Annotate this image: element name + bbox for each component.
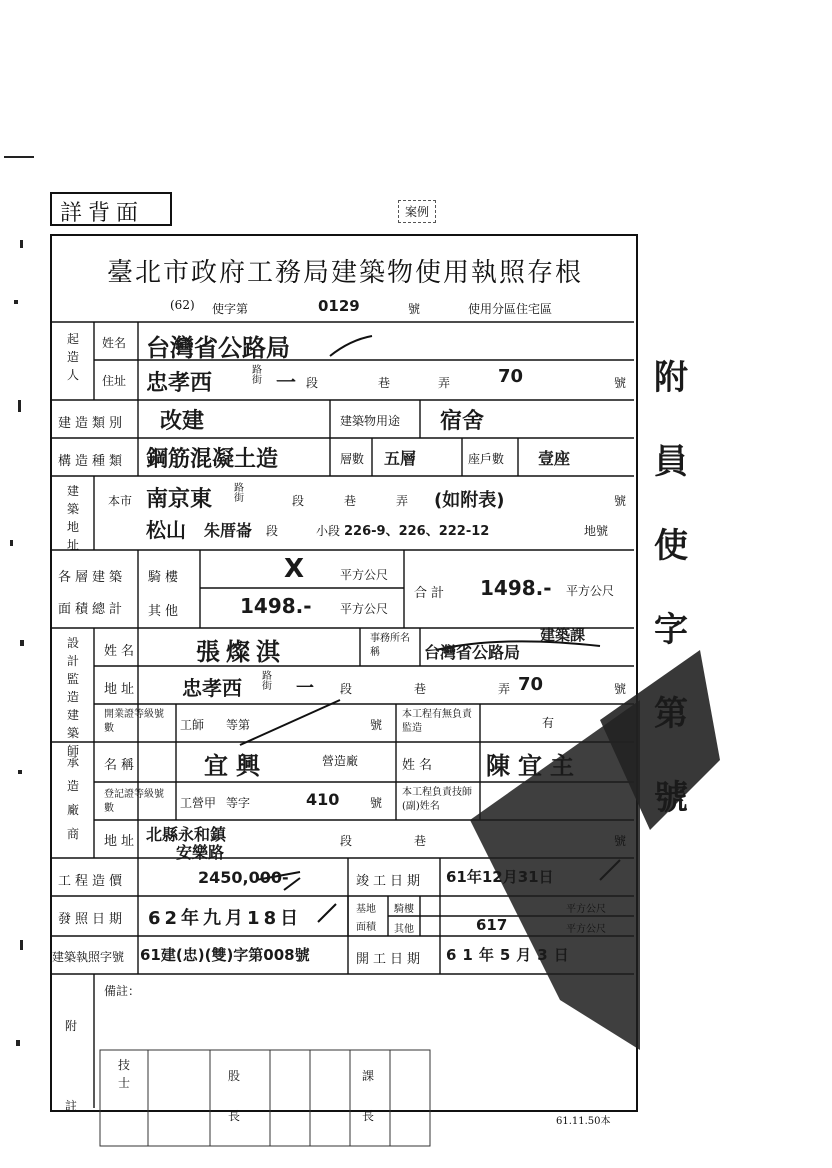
site-note: (如附表) bbox=[434, 490, 505, 511]
building-use: 宿舍 bbox=[440, 409, 485, 434]
start-label: 開工日期 bbox=[356, 952, 425, 967]
land-arcade-unit: 平方公尺 bbox=[566, 904, 606, 915]
building-type: 改建 bbox=[160, 409, 205, 434]
land-other-label: 其他 bbox=[394, 924, 414, 935]
contractor-person-label: 姓名 bbox=[402, 758, 437, 773]
architect-name-label: 姓名 bbox=[104, 644, 139, 659]
contractor-section-label: 承造廠商 bbox=[66, 755, 79, 841]
contractor-addr: 北縣永和鎮 bbox=[146, 825, 227, 844]
land-label-bottom: 面積 bbox=[356, 922, 376, 933]
site-city: 本市 bbox=[108, 494, 133, 508]
architect-addr-alley-label: 弄 bbox=[498, 682, 511, 696]
contractor-name-label: 名稱 bbox=[104, 758, 139, 773]
site-lane-label: 巷 bbox=[344, 494, 357, 508]
contractor-reg-no-label: 號 bbox=[370, 796, 383, 810]
applicant-addr-no: 70 bbox=[498, 366, 524, 387]
zoning-text: 使用分區住宅區 bbox=[468, 302, 553, 316]
site-subsection-label: 小段 bbox=[316, 524, 341, 538]
permit-suffix: 號 bbox=[408, 302, 421, 316]
area-other: 1498.- bbox=[240, 594, 312, 618]
area-total: 1498.- bbox=[480, 576, 552, 600]
contractor-addr-label: 地址 bbox=[104, 834, 139, 849]
cost-label: 工程造價 bbox=[58, 874, 127, 889]
area-arcade-label: 騎樓 bbox=[148, 570, 183, 585]
area-label-bottom: 面積總計 bbox=[58, 602, 127, 617]
contractor-reg-grade: 工營甲 bbox=[180, 796, 217, 810]
land-other-unit: 平方公尺 bbox=[566, 924, 606, 935]
margin-text: 附員使字第號 bbox=[654, 358, 688, 818]
signoff-col2: 股長 bbox=[228, 1069, 241, 1123]
remarks-section-label: 附註 bbox=[64, 1019, 77, 1113]
signoff-col3: 課長 bbox=[362, 1069, 375, 1123]
site-alley-label: 弄 bbox=[396, 494, 409, 508]
structure-type: 鋼筋混凝土造 bbox=[146, 447, 279, 472]
area-other-unit: 平方公尺 bbox=[340, 602, 389, 616]
architect-office: 台灣省公路局 bbox=[424, 643, 521, 662]
architect-addr-alley: 70 bbox=[518, 674, 544, 695]
units-value: 壹座 bbox=[538, 449, 571, 468]
applicant-addr-label: 住址 bbox=[102, 374, 127, 388]
contractor-tech-label: 本工程負責技師(副)姓名 bbox=[402, 787, 472, 812]
contractor-addr-section-label: 段 bbox=[340, 834, 353, 848]
area-arcade: X bbox=[284, 554, 305, 584]
architect-license-no-label: 號 bbox=[370, 718, 383, 732]
cost-value: 2450,000- bbox=[198, 868, 289, 887]
applicant-addr-lane-label: 巷 bbox=[378, 376, 391, 390]
footer-code: 61.11.50本 bbox=[556, 1116, 611, 1127]
architect-office-label: 事務所名稱 bbox=[370, 633, 410, 658]
building-use-label: 建築物用途 bbox=[340, 414, 401, 428]
site-locality: 朱厝崙 bbox=[204, 521, 253, 540]
permit-no-label: 建築執照字號 bbox=[52, 950, 125, 964]
architect-addr-label: 地址 bbox=[104, 682, 139, 697]
form-title: 臺北市政府工務局建築物使用執照存根 bbox=[106, 258, 583, 288]
applicant-addr-section-label: 段 bbox=[306, 376, 319, 390]
applicant-addr-alley-label: 弄 bbox=[438, 376, 451, 390]
permit-number: 0129 bbox=[318, 297, 360, 315]
land-other-value: 617 bbox=[476, 916, 508, 934]
applicant-addr-street: 忠孝西 bbox=[146, 371, 213, 396]
contractor-reg-seq: 等字 bbox=[226, 796, 251, 810]
site-section-label: 段 bbox=[292, 494, 305, 508]
contractor-addr-road: 安樂路 bbox=[176, 843, 225, 862]
units-label: 座戶數 bbox=[468, 452, 505, 466]
site-no-label: 號 bbox=[614, 494, 627, 508]
contractor-reg-no: 410 bbox=[306, 790, 340, 809]
permit-label: 使字第 bbox=[212, 302, 249, 316]
applicant-addr-road: 路街 bbox=[252, 365, 262, 386]
land-arcade-label: 騎樓 bbox=[394, 904, 414, 915]
structure-label: 構造種類 bbox=[58, 454, 127, 469]
applicant-addr-no-label: 號 bbox=[614, 376, 627, 390]
contractor-name-type: 營造廠 bbox=[322, 754, 359, 768]
architect-addr-road: 路街 bbox=[262, 671, 272, 692]
architect-license-grade: 工師 bbox=[180, 718, 205, 732]
applicant-name-label: 姓名 bbox=[102, 336, 127, 350]
architect-addr-lane-label: 巷 bbox=[414, 682, 427, 696]
site-road: 南京東 bbox=[146, 487, 213, 512]
site-district: 松山 bbox=[146, 518, 186, 542]
building-type-label: 建造類別 bbox=[58, 416, 127, 431]
architect-name: 張燦淇 bbox=[196, 638, 286, 666]
document-tag-text: 詳背面 bbox=[60, 201, 145, 226]
architect-addr-section-label: 段 bbox=[340, 682, 353, 696]
remarks-label: 備註： bbox=[104, 984, 141, 998]
complete-label: 竣工日期 bbox=[356, 874, 425, 889]
permit-no-value: 61建(忠)(雙)字第008號 bbox=[140, 946, 310, 964]
architect-office-note: 建築課 bbox=[540, 626, 586, 644]
permit-year: (62) bbox=[170, 298, 195, 312]
applicant-section-label: 起造人 bbox=[66, 332, 79, 382]
applicant-addr-section: 一 bbox=[276, 370, 296, 394]
issue-value: 62年九月18日 bbox=[148, 908, 303, 929]
area-label-top: 各層建築 bbox=[58, 570, 127, 585]
architect-section-label: 設計監造建築師 bbox=[66, 636, 79, 758]
architect-addr: 忠孝西 bbox=[182, 676, 242, 700]
architect-license-label: 開業證等級號數 bbox=[104, 709, 164, 734]
stamp-mark: 案例 bbox=[398, 200, 436, 223]
floors-label: 層數 bbox=[340, 452, 365, 466]
contractor-person: 陳宜主 bbox=[486, 752, 582, 780]
area-total-label: 合計 bbox=[414, 586, 449, 601]
land-label-top: 基地 bbox=[356, 904, 376, 915]
architect-addr-no-label: 號 bbox=[614, 682, 627, 696]
site-label: 建築地址 bbox=[66, 484, 79, 552]
contractor-addr-lane-label: 巷 bbox=[414, 834, 427, 848]
applicant-name: 台灣省公路局 bbox=[146, 334, 290, 362]
floors-value: 五層 bbox=[384, 449, 417, 468]
start-value: 61年5月3日 bbox=[446, 946, 575, 964]
site-lot-label: 地號 bbox=[584, 524, 609, 538]
site-lots: 226-9、226、222-12 bbox=[344, 524, 490, 539]
area-other-label: 其他 bbox=[148, 604, 183, 619]
contractor-name: 宜興 bbox=[204, 752, 268, 780]
architect-addr-section: 一 bbox=[296, 678, 314, 699]
area-arcade-unit: 平方公尺 bbox=[340, 568, 389, 582]
site-sub-label: 段 bbox=[266, 524, 279, 538]
site-road-unit: 路街 bbox=[234, 483, 244, 504]
architect-license-seq: 等第 bbox=[226, 718, 251, 732]
complete-value: 61年12月31日 bbox=[446, 868, 554, 886]
area-total-unit: 平方公尺 bbox=[566, 584, 615, 598]
contractor-addr-no-label: 號 bbox=[614, 834, 627, 848]
contractor-reg-label: 登記證等級號數 bbox=[104, 789, 164, 814]
architect-supervise: 有 bbox=[542, 716, 555, 730]
signoff-col1: 技士 bbox=[118, 1058, 131, 1090]
architect-supervise-label: 本工程有無負責監造 bbox=[402, 709, 472, 734]
issue-label: 發照日期 bbox=[58, 912, 127, 927]
